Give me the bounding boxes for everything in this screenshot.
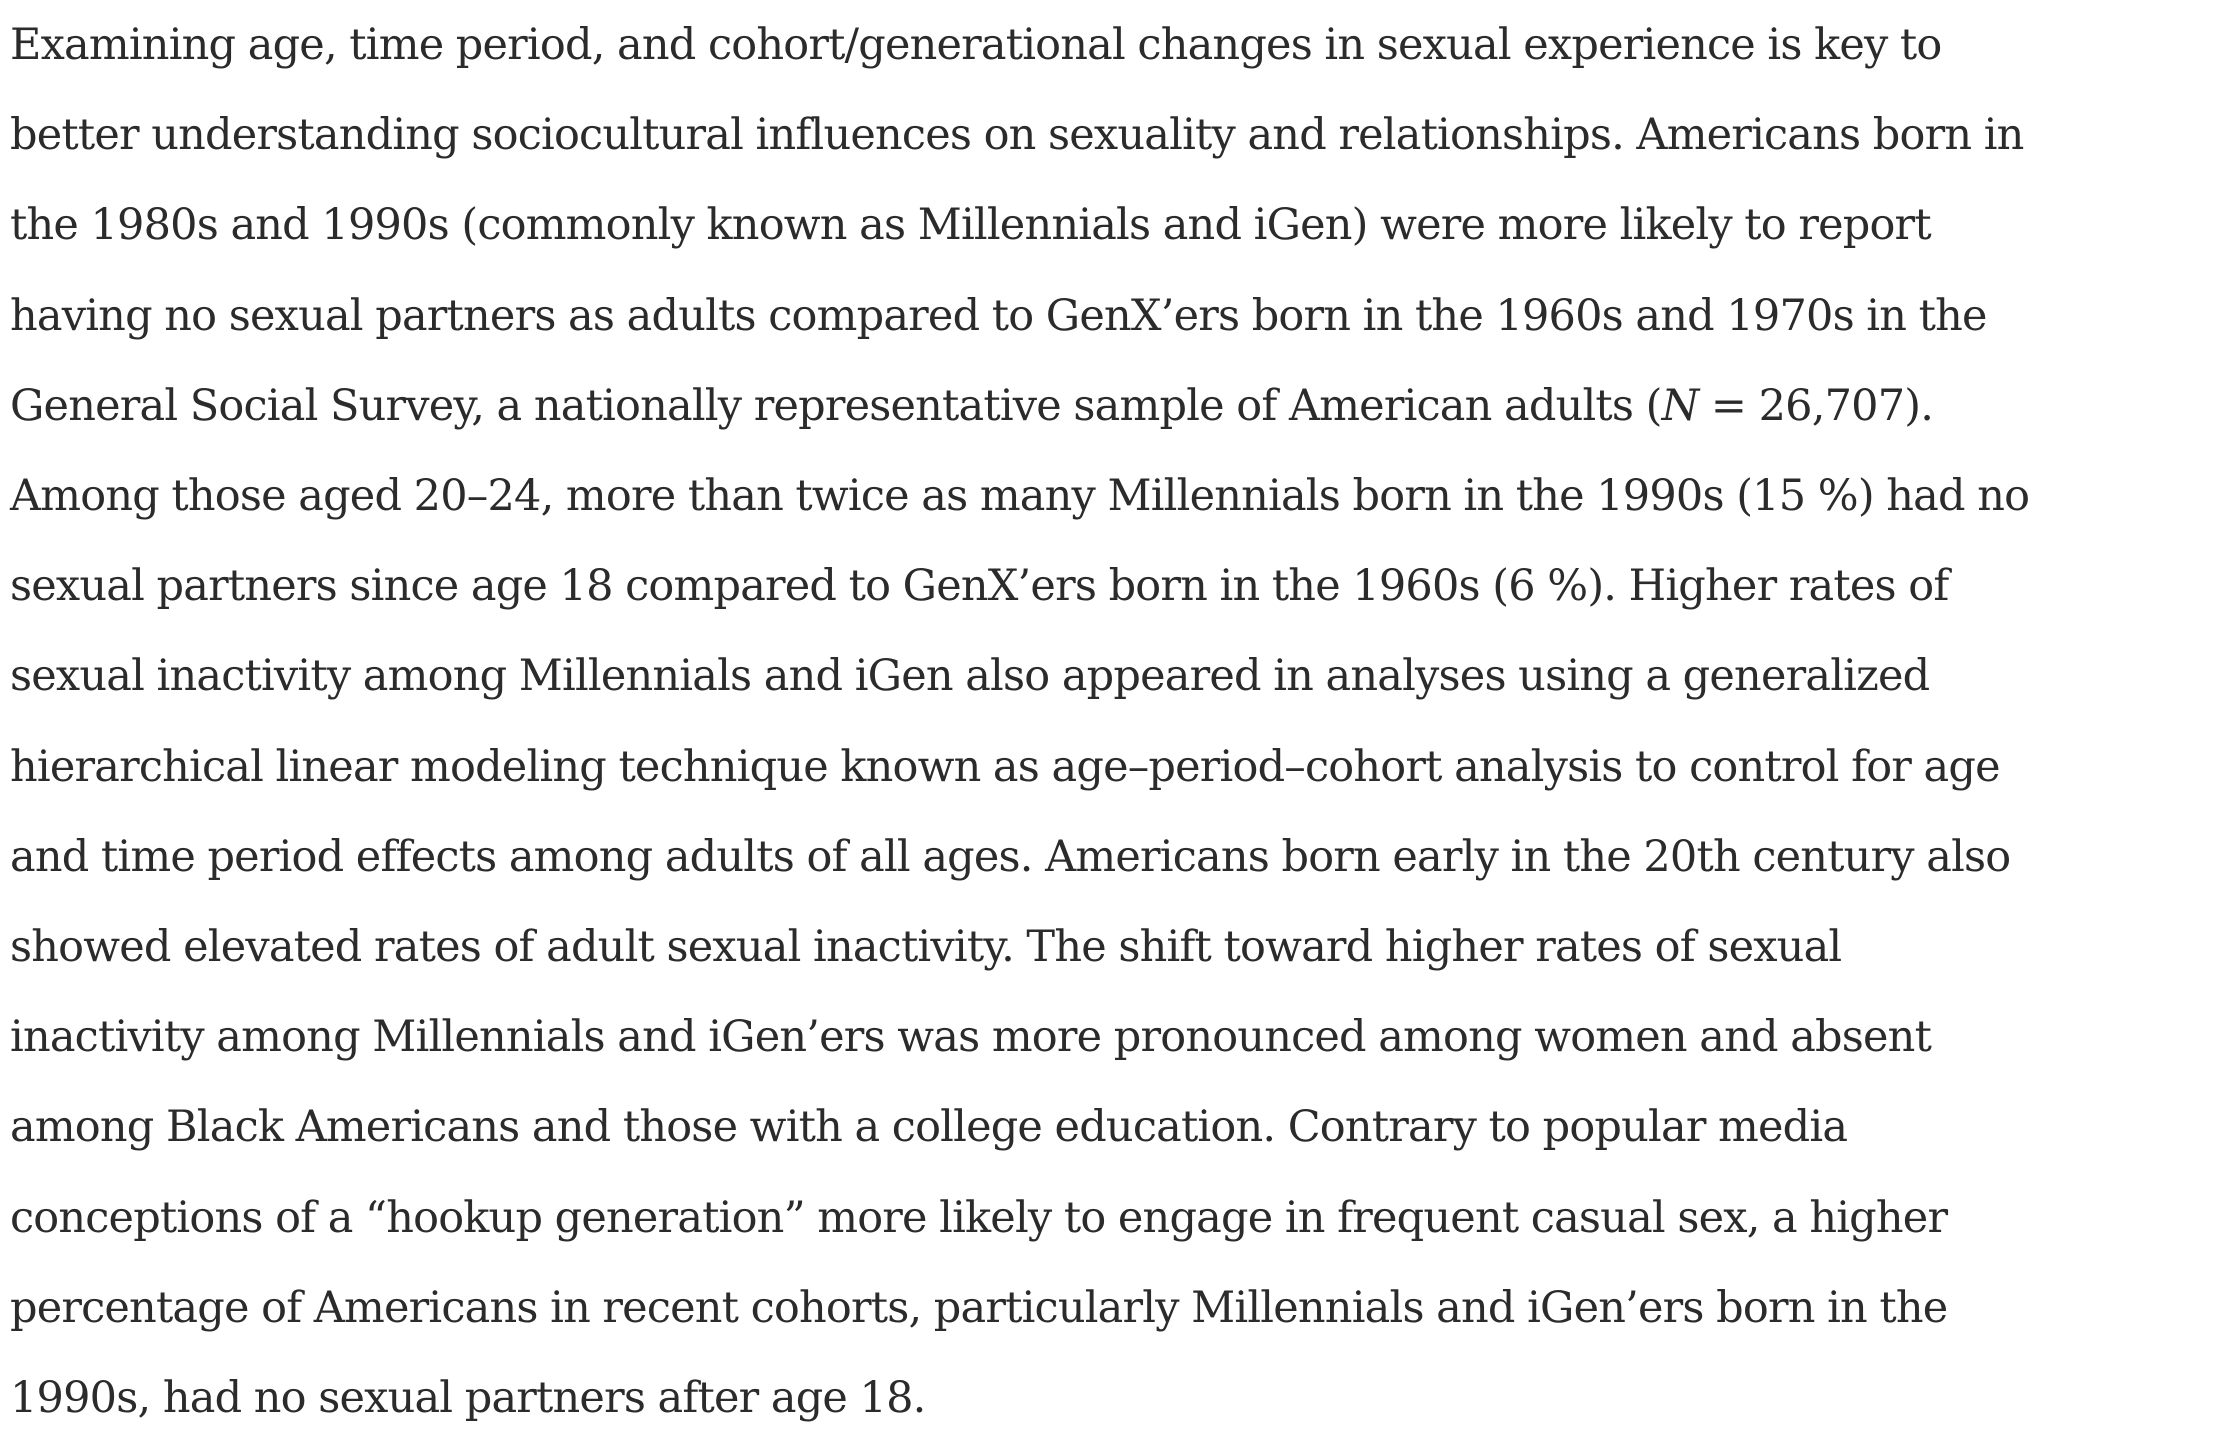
abstract-line: and time period effects among adults of all ages. Americans born early in the 20th century also (10, 831, 2011, 882)
abstract-paragraph (10, 0, 2216, 1443)
sample-size-symbol: N (1661, 380, 1699, 431)
abstract-line: having no sexual partners as adults compared to GenX’ers born in the 1960s and 1970s in the (10, 290, 1987, 341)
abstract-line: Among those aged 20–24, more than twice as many Millennials born in the 1990s (15 %) had no (10, 471, 2030, 522)
abstract-line: Examining age, time period, and cohort/generational changes in sexual experience is key to (10, 20, 1942, 70)
abstract-line: among Black Americans and those with a college education. Contrary to popular media (10, 1102, 1848, 1153)
abstract-line: showed elevated rates of adult sexual inactivity. The shift toward higher rates of sexual (10, 922, 1842, 973)
abstract-line: percentage of Americans in recent cohorts, particularly Millennials and iGen’ers born in the (10, 1282, 1948, 1333)
abstract-line: sexual inactivity among Millennials and iGen also appeared in analyses using a generalized (10, 651, 1930, 702)
sample-size-value: = 26,707). (1698, 380, 1934, 431)
abstract-line: conceptions of a “hookup generation” more likely to engage in frequent casual sex, a higher (10, 1192, 1948, 1243)
abstract-line: 1990s, had no sexual partners after age 18. (10, 1373, 926, 1424)
abstract-line (10, 361, 2216, 451)
abstract-line-text: General Social Survey, a nationally representative sample of American adults ( (10, 380, 1662, 431)
abstract-line: hierarchical linear modeling technique known as age–period–cohort analysis to control for age (10, 741, 2000, 792)
abstract-line: the 1980s and 1990s (commonly known as Millennials and iGen) were more likely to report (10, 200, 1931, 251)
abstract-line: inactivity among Millennials and iGen’ers was more pronounced among women and absent (10, 1012, 1932, 1063)
abstract-line: sexual partners since age 18 compared to GenX’ers born in the 1960s (6 %). Higher rates of (10, 561, 1949, 612)
abstract-line: better understanding sociocultural influences on sexuality and relationships. Americans born in (10, 110, 2024, 161)
